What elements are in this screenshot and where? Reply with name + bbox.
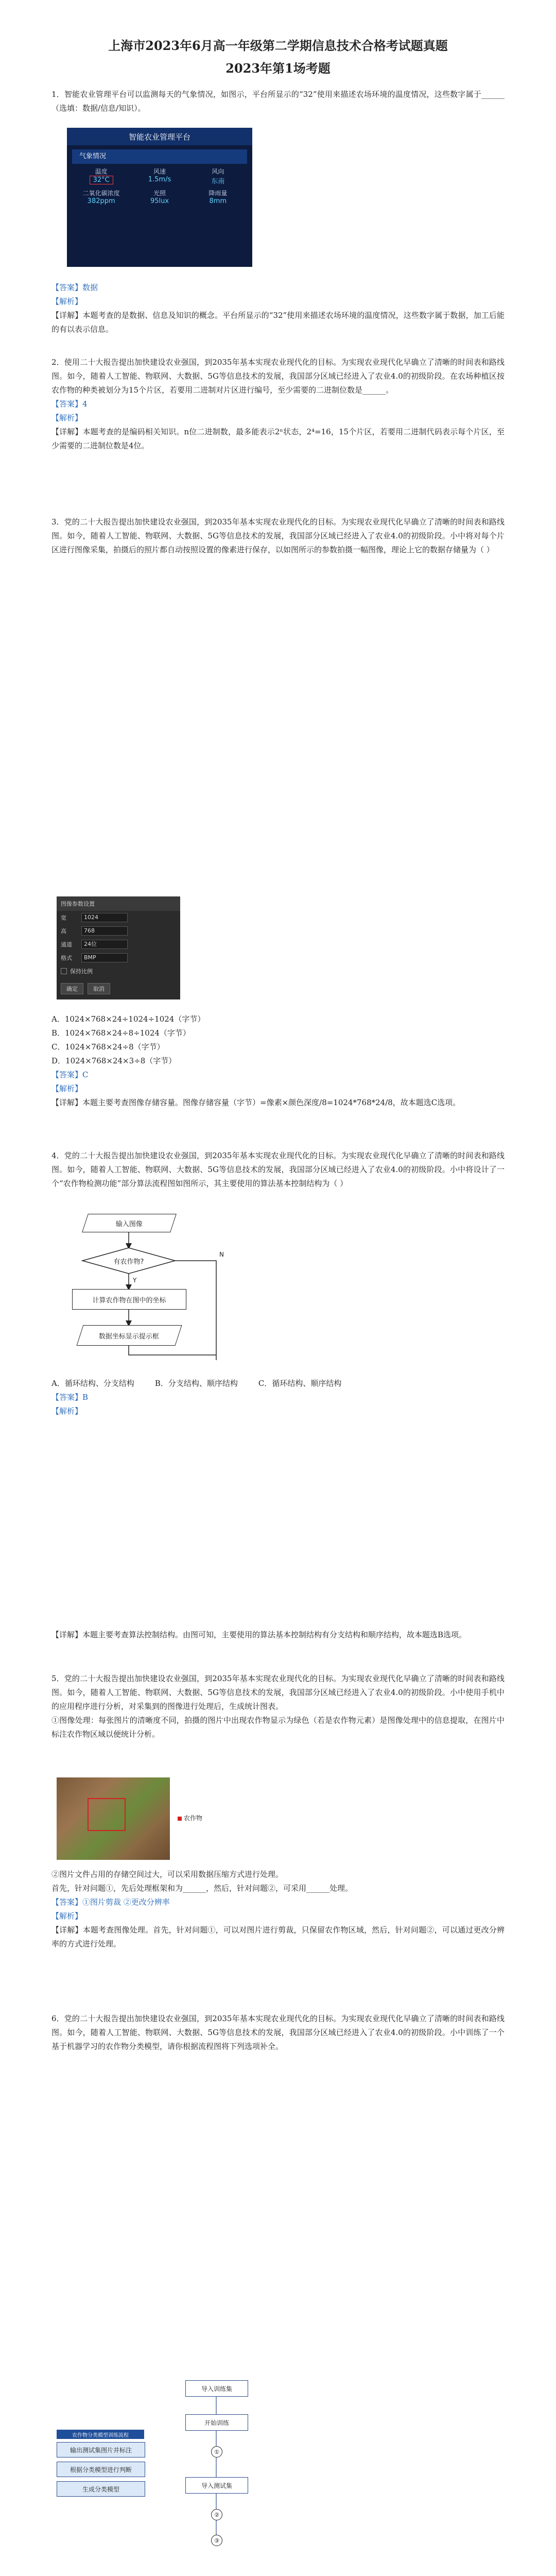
side-legend-header: 农作物分类模型训练流程 — [57, 2430, 144, 2439]
blank-2-marker: ② — [211, 2509, 222, 2520]
option-b: B．分支结构、顺序结构 — [154, 1379, 238, 1388]
training-flow-figure — [51, 2380, 278, 2576]
answer-label: 【答案】①图片剪裁 ②更改分辨率 — [51, 1897, 170, 1907]
no-label: N — [219, 1251, 224, 1258]
weather-cell: 风速 1.5m/s — [148, 168, 171, 183]
analysis-label: 【解析】 — [51, 1406, 83, 1416]
question-stem: 4．党的二十大报告提出加快建设农业强国，到2035年基本实现农业现代化的目标。为实现农业现代化早确立了清晰的时间表和路线图。如今，随着人工智能、物联网、大数据、5G等信息技术的发展，我国部分区域已经进入了农业4.0的初级阶段。小中将设计了一个“农作物检测功能”部分算法流程图如图所示，其主要使用的算法基本控制结构为（ ） — [51, 1151, 505, 1188]
weather-cell: 降雨量 8mm — [208, 190, 228, 205]
panel-title: 图像参数设置 — [57, 896, 180, 911]
option-b: B．1024×768×24÷8÷1024（字节） — [51, 1028, 190, 1038]
question-stem: 3．党的二十大报告提出加快建设农业强国，到2035年基本实现农业现代化的目标。为实现农业现代化早确立了清晰的时间表和路线图。如今，随着人工智能、物联网、大数据、5G等信息技术的发展，我国部分区域已经进入了农业4.0的初级阶段。小中将对每个片区进行图像采集，拍摄后的照片都自动按照设置的像素进行保存，以如图所示的参数拍摄一幅图像，理论上它的数据存储量为（ ） — [51, 517, 505, 554]
input-image-node: 输入图像 — [82, 1214, 177, 1232]
weather-cell: 温度 32°C — [72, 167, 130, 185]
crop-region-box — [88, 1798, 126, 1831]
option-d: D．1024×768×24×3÷8（字节） — [51, 1056, 177, 1065]
question-5-body — [51, 1868, 505, 1951]
analysis-label: 【解析】 — [51, 297, 83, 306]
answer-label: 【答案】C — [51, 1070, 89, 1079]
problem-item-2: ②图片文件占用的存储空间过大，可以采用数据压缩方式进行处理。 — [51, 1870, 284, 1879]
detail-text: 【详解】本题考查图像处理。首先，针对问题①，可以对图片进行剪裁，只保留农作物区域，然后，针对问题②，可以通过更改分辨率的方式进行处理。 — [51, 1925, 505, 1948]
page-title: 上海市2023年6月高一年级第二学期信息技术合格考试题真题 — [108, 38, 448, 53]
dashboard-section-label: 气象情况 — [72, 149, 247, 164]
question-4-detail — [51, 1628, 505, 1642]
option-a: A．1024×768×24÷1024÷1024（字节） — [51, 1014, 205, 1024]
question-stem: 5．党的二十大报告提出加快建设农业强国，到2035年基本实现农业现代化的目标。为实现农业现代化早确立了清晰的时间表和路线图。如今，随着人工智能、物联网、大数据、5G等信息技术的发展，我国部分区域已经进入了农业4.0的初级阶段。小中使用手机中的应用程序进行分析，对采集到的图像进行处理后，生成统计图表。 — [51, 1674, 505, 1711]
options-row — [51, 1377, 505, 1391]
display-prompt-node: 数据坐标显示提示框 — [77, 1325, 182, 1346]
crop-field-photo — [57, 1777, 170, 1860]
question-4 — [51, 1149, 505, 1191]
weather-cell: 风向 东南 — [211, 168, 225, 185]
blank-1-marker: ① — [211, 2446, 222, 2458]
red-swatch-icon — [178, 1817, 182, 1821]
setting-row: 宽 1024 — [57, 911, 180, 924]
analysis-label: 【解析】 — [51, 1911, 83, 1921]
ok-button: 确定 — [61, 983, 83, 994]
blank-3-marker: ③ — [211, 2535, 222, 2546]
question-3 — [51, 515, 505, 557]
weather-cell: 光照 95lux — [150, 190, 169, 205]
checkbox-icon — [61, 968, 67, 974]
page-subtitle: 2023年第1场考题 — [225, 61, 331, 76]
dashboard-header: 智能农业管理平台 — [67, 128, 252, 145]
side-option-1: 输出测试集图片并标注 — [57, 2442, 145, 2458]
question-5 — [51, 1672, 505, 1741]
question-stem: 1．智能农业管理平台可以监测每天的气象情况，如图示，平台所显示的“32”使用来描述农场环境的温度情况，这些数字属于______（选填：数据/信息/知识）。 — [51, 90, 505, 113]
compute-coordinates-node: 计算农作物在图中的坐标 — [72, 1289, 186, 1310]
setting-row: 格式 BMP — [57, 951, 180, 964]
import-training-set: 导入训练集 — [185, 2380, 248, 2397]
question-1-answer — [51, 281, 505, 336]
weather-cell: 二氧化碳浓度 382ppm — [82, 190, 120, 205]
answer-label: 【答案】B — [51, 1393, 89, 1402]
temperature-highlight: 32°C — [90, 176, 113, 184]
photo-legend: 农作物 — [178, 1814, 202, 1822]
problem-item-1: ①图像处理：每张图片的清晰度不同，拍摄的图片中出现农作物显示为绿色（若是农作物元素）是图像处理中的信息提取，在图片中标注农作物区域以便统计分析。 — [51, 1716, 505, 1739]
question-6 — [51, 2012, 505, 2054]
side-option-2: 根据分类模型进行判断 — [57, 2462, 145, 2477]
flowchart-figure — [62, 1211, 247, 1365]
detail-text: 【详解】本题考查的是编码相关知识。n位二进制数，最多能表示2ⁿ状态，2⁴=16，15个片区，若要用二进制代码表示每个片区，至少需要的二进制位数是4位。 — [51, 427, 505, 450]
cancel-button: 取消 — [88, 983, 110, 994]
question-stem: 6．党的二十大报告提出加快建设农业强国，到2035年基本实现农业现代化的目标。为实现农业现代化早确立了清晰的时间表和路线图。如今，随着人工智能、物联网、大数据、5G等信息技术的发展，我国部分区域已经进入了农业4.0的初级阶段。小中训练了一个基于机器学习的农作物分类模型，请你根据流程图将下列选项补全。 — [51, 2014, 505, 2051]
question-4-options — [51, 1377, 505, 1418]
detail-text: 【详解】本题主要考查算法控制结构。由图可知，主要使用的算法基本控制结构有分支结构和顺序结构，故本题选B选项。 — [51, 1630, 467, 1639]
detail-text: 【详解】本题考查的是数据、信息及知识的概念。平台所显示的“32”使用来描述农场环境的温度情况，这些数字属于数据，加工后能的有以表示信息。 — [51, 311, 505, 334]
answer-label: 【答案】4 — [51, 399, 88, 409]
question-3-options — [51, 1012, 505, 1110]
option-a: A．循环结构、分支结构 — [51, 1379, 134, 1388]
question-stem-2: 首先，针对问题①，先后处理框架和为______，然后，针对问题②，可采用______处理。 — [51, 1884, 353, 1893]
option-c: C．1024×768×24÷8（字节） — [51, 1042, 165, 1052]
image-settings-panel — [57, 896, 180, 999]
question-stem: 2．使用二十大报告提出加快建设农业强国，到2035年基本实现农业现代化的目标。为实现农业现代化早确立了清晰的时间表和路线图。如今，随着人工智能、物联网、大数据、5G等信息技术的发展，我国部分区域已经进入了农业4.0的初级阶段。在农场种植区按农作物的种类被划分为15个片区，若要用二进制对片区进行编号，至少需要的二进制位数是______。 — [51, 358, 505, 395]
platform-dashboard-figure — [67, 128, 252, 267]
analysis-label: 【解析】 — [51, 413, 83, 422]
import-test-set: 导入测试集 — [185, 2477, 248, 2494]
weather-grid — [72, 167, 247, 205]
decision-node-label: 有农作物? — [113, 1258, 144, 1266]
analysis-label: 【解析】 — [51, 1084, 83, 1093]
keep-ratio-row: 保持比例 — [57, 964, 180, 978]
option-c: C．循环结构、顺序结构 — [258, 1379, 342, 1388]
setting-row: 通道 24位 — [57, 938, 180, 951]
answer-label: 【答案】数据 — [51, 283, 98, 292]
yes-label: Y — [133, 1277, 137, 1284]
setting-row: 高 768 — [57, 924, 180, 938]
question-2 — [51, 355, 505, 453]
question-1 — [51, 88, 505, 115]
side-option-3: 生成分类模型 — [57, 2481, 145, 2497]
start-training: 开始训练 — [185, 2414, 248, 2431]
detail-text: 【详解】本题主要考查图像存储容量。图像存储容量（字节）=像素×颜色深度/8=1024*768*24/8，故本题选C选项。 — [51, 1098, 461, 1107]
